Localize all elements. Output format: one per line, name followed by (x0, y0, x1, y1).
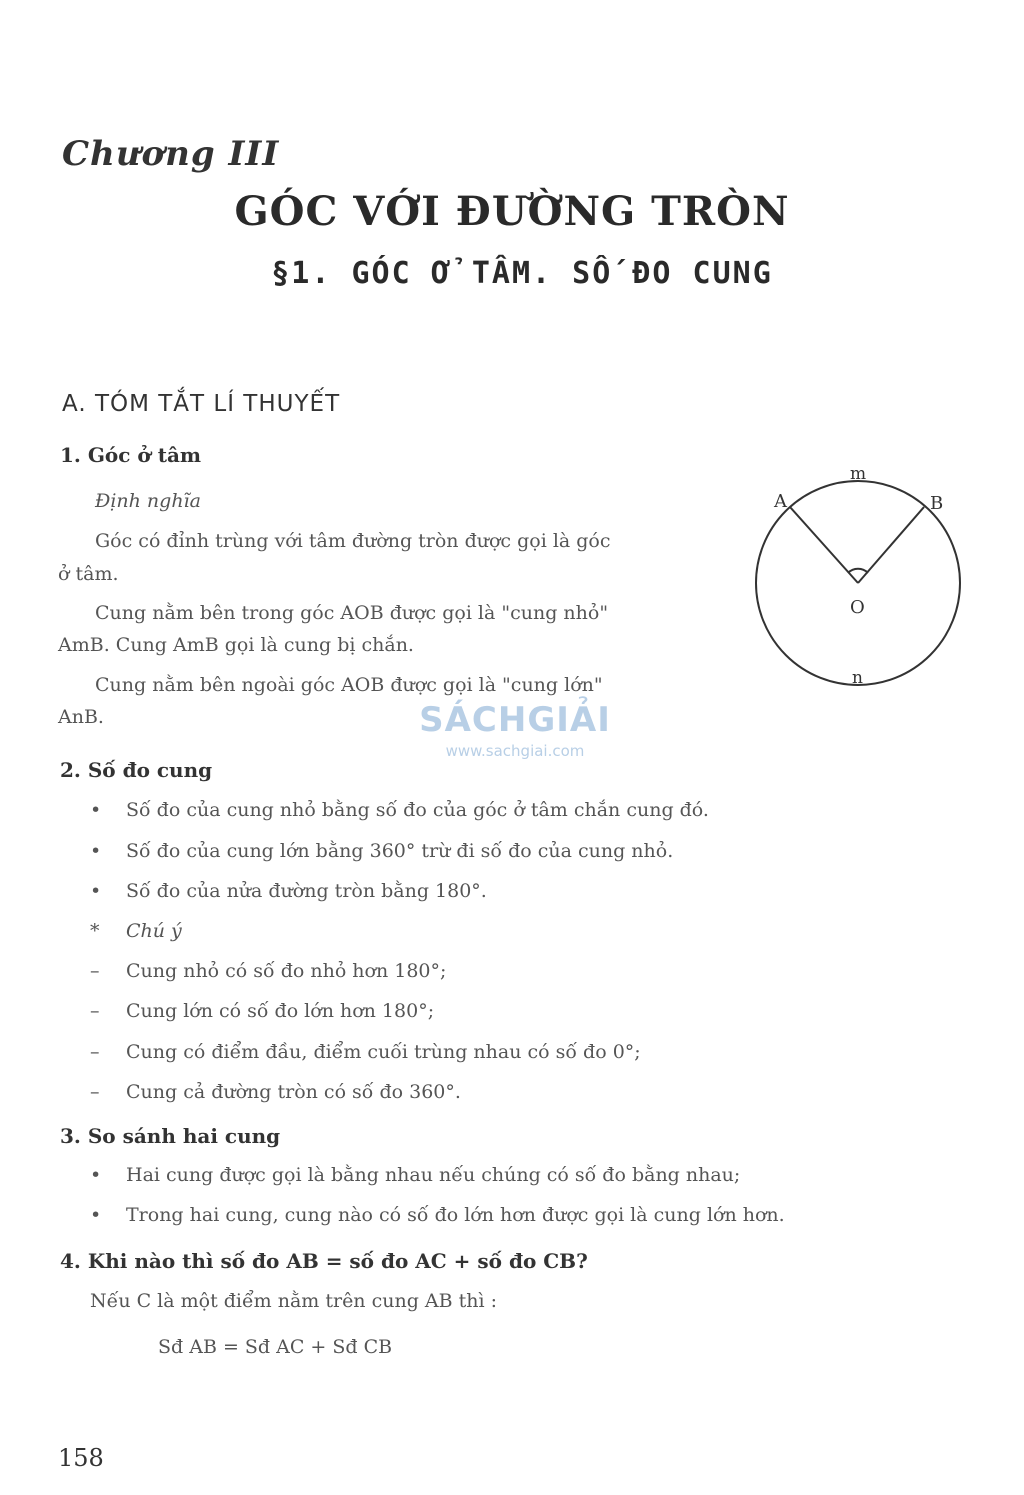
part1-heading: 1. Góc ở tâm (60, 443, 202, 467)
label-o: O (850, 597, 865, 618)
list-item: • Số đo của nửa đường tròn bằng 180°. (90, 880, 487, 902)
central-angle-figure (740, 455, 980, 695)
list-item: • Số đo của cung lớn bằng 360° trừ đi số đo của cung nhỏ. (90, 840, 674, 862)
note-label: * Chú ý (90, 920, 182, 942)
list-item: – Cung lớn có số đo lớn hơn 180°; (90, 1000, 435, 1022)
list-item: – Cung nhỏ có số đo nhỏ hơn 180°; (90, 960, 447, 982)
page-number: 158 (58, 1444, 104, 1472)
lesson-title: §1. GÓC Ở TÂM. SỐ ĐO CUNG (271, 256, 773, 291)
watermark (410, 700, 620, 760)
part4-heading: 4. Khi nào thì số đo AB = số đo AC + số đo CB? (60, 1249, 588, 1273)
part1-line: ở tâm. (58, 563, 119, 585)
list-item: • Hai cung được gọi là bằng nhau nếu chúng có số đo bằng nhau; (90, 1164, 741, 1186)
label-b: B (930, 493, 944, 514)
list-item: – Cung có điểm đầu, điểm cuối trùng nhau có số đo 0°; (90, 1041, 641, 1063)
label-a: A (774, 491, 787, 512)
watermark-brand: SÁCHGIẢI (419, 700, 611, 740)
section-heading: A. TÓM TẮT LÍ THUYẾT (62, 391, 341, 417)
definition-label: Định nghĩa (95, 490, 201, 512)
list-item: – Cung cả đường tròn có số đo 360°. (90, 1081, 461, 1103)
formula: Sđ AB = Sđ AC + Sđ CB (158, 1336, 393, 1358)
chapter-label: Chương III (62, 134, 280, 174)
label-m: m (850, 464, 867, 484)
label-n: n (852, 668, 863, 688)
part1-line: AnB. (58, 706, 104, 728)
list-item: • Trong hai cung, cung nào có số đo lớn hơn được gọi là cung lớn hơn. (90, 1204, 785, 1226)
part2-heading: 2. Số đo cung (60, 758, 213, 782)
chapter-title: GÓC VỚI ĐƯỜNG TRÒN (234, 188, 790, 235)
watermark-url: www.sachgiai.com (445, 742, 585, 760)
part3-heading: 3. So sánh hai cung (60, 1124, 281, 1148)
angle-mark (848, 569, 868, 573)
radius-oa (790, 507, 858, 583)
part1-line: Góc có đỉnh trùng với tâm đường tròn được gọi là góc (95, 530, 611, 552)
list-item: • Số đo của cung nhỏ bằng số đo của góc ở tâm chắn cung đó. (90, 799, 709, 821)
part1-line: AmB. Cung AmB gọi là cung bị chắn. (58, 634, 414, 656)
part4-line: Nếu C là một điểm nằm trên cung AB thì : (90, 1290, 498, 1312)
part1-line: Cung nằm bên trong góc AOB được gọi là "cung nhỏ" (95, 602, 609, 624)
part1-line: Cung nằm bên ngoài góc AOB được gọi là "cung lớn" (95, 674, 603, 696)
